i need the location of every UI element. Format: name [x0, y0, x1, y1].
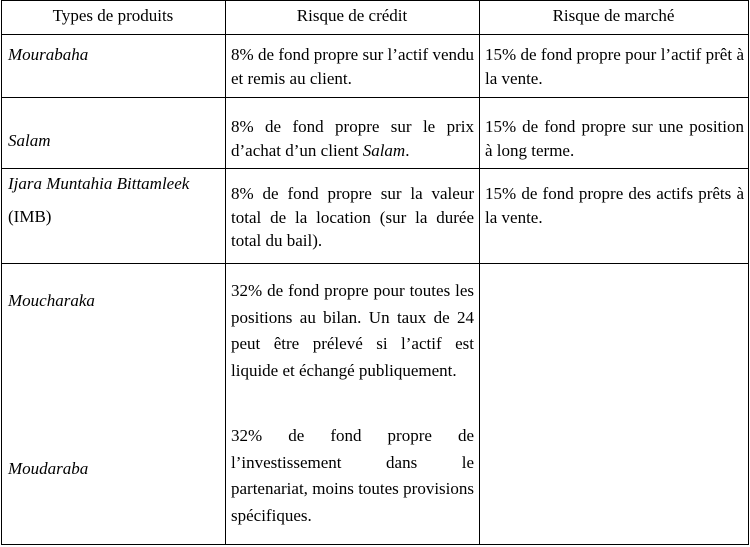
row-divider-1 — [1, 97, 749, 98]
column-divider-2 — [479, 0, 480, 545]
credit-risk-moudaraba: 32% de fond propre de l’investissement dans le partenariat, moins toutes provisions spécifiques. — [231, 426, 474, 525]
market-risk-mourabaha: 15% de fond propre pour l’actif prêt à la vente. — [485, 45, 744, 88]
credit-risk-salam-text: 8% de fond propre sur le prix d’achat d’un client — [231, 117, 474, 160]
credit-risk-salam — [231, 115, 474, 162]
row-divider-header — [1, 34, 749, 35]
credit-risk-salam-end: . — [405, 140, 410, 160]
product-imb-abbr: (IMB) — [8, 206, 52, 226]
header-credit-risk: Risque de crédit — [296, 6, 408, 25]
table-border-top — [1, 0, 749, 1]
credit-risk-salam-emphasis: Salam — [362, 140, 406, 160]
row-divider-2 — [1, 168, 749, 169]
credit-risk-mourabaha: 8% de fond propre sur l’actif vendu et remis au client. — [231, 45, 474, 88]
row-divider-3 — [1, 263, 749, 264]
header-market-risk: Risque de marché — [552, 6, 675, 25]
product-imb-name: Ijara Muntahia Bittamleek — [8, 174, 190, 193]
product-mourabaha: Mourabaha — [8, 45, 89, 64]
header-product-type: Types de produits — [52, 6, 174, 25]
credit-risk-imb: 8% de fond propre sur la valeur total de la location (sur la durée total du bail). — [231, 184, 474, 250]
product-imb — [8, 172, 223, 228]
column-divider-1 — [225, 0, 226, 545]
product-salam: Salam — [8, 131, 51, 150]
credit-risk-moucharaka: 32% de fond propre pour toutes les positions au bilan. Un taux de 24 peut être prélevé si l’actif est liquide et échangé publiquement. — [231, 281, 474, 380]
product-moudaraba: Moudaraba — [8, 459, 89, 478]
market-risk-salam: 15% de fond propre sur une position à long terme. — [485, 117, 744, 160]
market-risk-imb: 15% de fond propre des actifs prêts à la vente. — [485, 184, 744, 227]
table-border-bottom — [1, 544, 749, 545]
table-border-left — [1, 0, 2, 545]
product-moucharaka: Moucharaka — [8, 291, 95, 310]
table-border-right — [748, 0, 749, 545]
